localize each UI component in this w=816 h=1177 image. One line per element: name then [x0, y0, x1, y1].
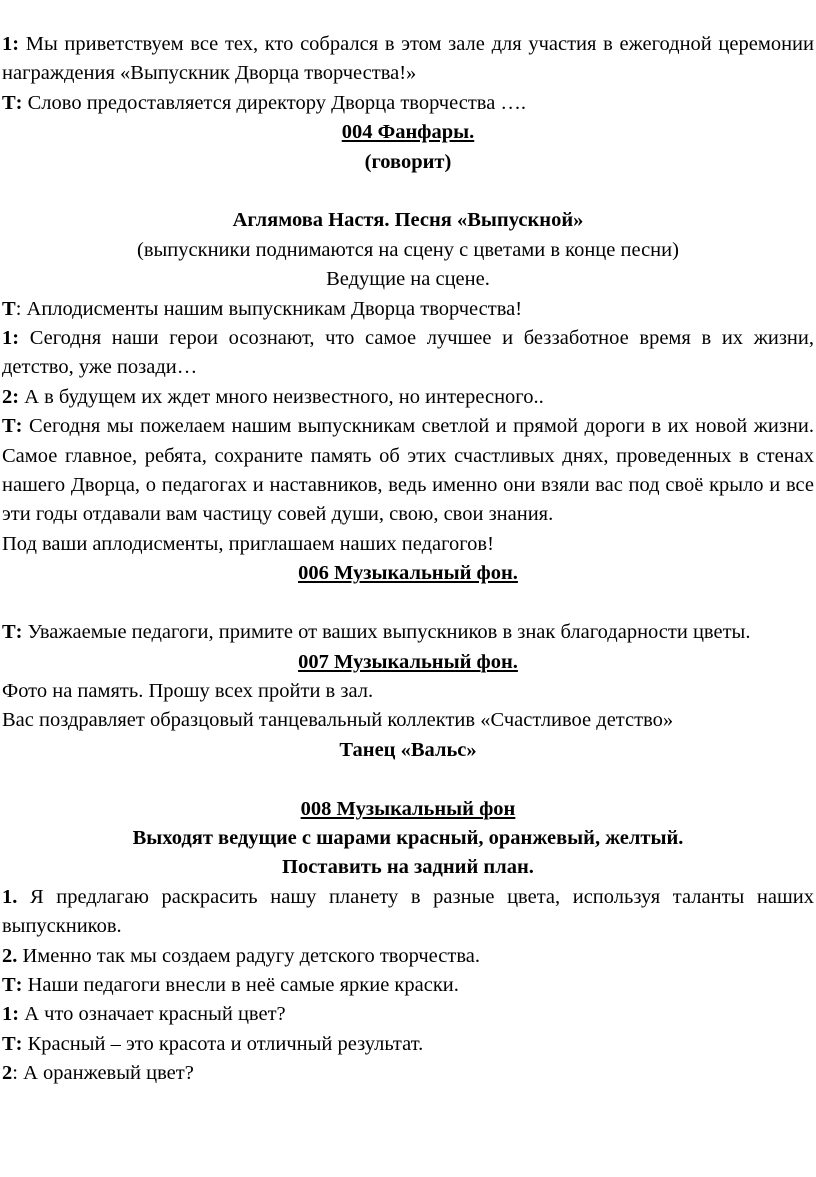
speaker-label: 1: — [2, 33, 20, 55]
speaker-label: 1. — [2, 885, 18, 908]
speaker-label: Т: — [2, 415, 23, 438]
stage-note-graduates: (выпускники поднимаются на сцену с цветами в конце песни) — [137, 238, 679, 261]
paragraph-10: Вас поздравляет образцовый танцевальный коллектив «Счастливое детство» — [2, 709, 674, 732]
speaker-label: Т: — [2, 1032, 23, 1055]
line-text: Мы приветствуем все тех, кто собрался в этом зале для участия в ежегодной церемонии награждения «Выпускник Дворца творчества!» — [2, 33, 814, 85]
blank-line — [2, 765, 814, 794]
paragraph-5 — [2, 383, 814, 412]
paragraph-12 — [2, 942, 814, 971]
speaker-label: Т — [2, 297, 16, 320]
line-text: Красный – это красота и отличный результат. — [22, 1032, 424, 1055]
paragraph-7: Под ваши аплодисменты, приглашаем наших педагогов! — [2, 532, 494, 555]
line-text: Сегодня наши герои осознают, что самое лучшее и беззаботное время в их жизни, детство, уже позади… — [2, 327, 814, 379]
speaker-label: 1: — [2, 1003, 20, 1026]
speaker-label: 2. — [2, 944, 18, 967]
speaker-label: 2: — [2, 385, 20, 408]
stage-note-hosts: Ведущие на сцене. — [326, 268, 490, 291]
stage-note-speaks: (говорит) — [364, 150, 452, 173]
paragraph-16 — [2, 1059, 814, 1088]
line-text: : А оранжевый цвет? — [12, 1062, 194, 1085]
paragraph-11 — [2, 883, 814, 942]
line-text: Я предлагаю раскрасить нашу планету в разные цвета, используя таланты наших выпускников. — [2, 885, 814, 938]
paragraph-9: Фото на память. Прошу всех пройти в зал. — [2, 679, 374, 702]
paragraph-15 — [2, 1030, 814, 1059]
stage-note-background: Поставить на задний план. — [282, 856, 534, 879]
blank-line — [2, 177, 814, 206]
paragraph-3 — [2, 295, 814, 324]
paragraph-8 — [2, 618, 814, 647]
line-text: Слово предоставляется директору Дворца творчества …. — [22, 91, 527, 114]
line-text: Именно так мы создаем радугу детского творчества. — [17, 944, 480, 967]
stage-note-balloons: Выходят ведущие с шарами красный, оранжевый, желтый. — [132, 826, 684, 849]
speaker-label: 1: — [2, 327, 20, 350]
line-text: Уважаемые педагоги, примите от ваших выпускников в знак благодарности цветы. — [22, 621, 751, 644]
speaker-label: Т: — [2, 91, 23, 114]
paragraph-6 — [2, 412, 814, 530]
cue-music-008: 008 Музыкальный фон — [300, 797, 516, 820]
line-text: А что означает красный цвет? — [19, 1003, 286, 1026]
paragraph-2 — [2, 89, 814, 118]
line-text: : Аплодисменты нашим выпускникам Дворца творчества! — [15, 297, 523, 320]
blank-line — [2, 589, 814, 618]
line-text: А в будущем их ждет много неизвестного, но интересного.. — [19, 385, 544, 408]
speaker-label: Т: — [2, 621, 23, 644]
song-title: Аглямова Настя. Песня «Выпускной» — [232, 209, 584, 232]
speaker-label: Т: — [2, 973, 23, 996]
paragraph-13 — [2, 971, 814, 1000]
cue-music-007: 007 Музыкальный фон. — [298, 650, 518, 673]
paragraph-4 — [2, 324, 814, 383]
line-text: Сегодня мы пожелаем нашим выпускникам светлой и прямой дороги в их новой жизни. Самое главное, ребята, сохраните память об этих счастливых днях, проведенных в стенах нашего Дворца, о педагогах и наставников, ведь именно они взяли вас под своё крыло и все эти годы отдавали вам частицу совей души, свою, свои знания. — [2, 415, 814, 526]
speaker-label: 2 — [2, 1062, 13, 1085]
paragraph-1 — [2, 30, 814, 89]
line-text: Наши педагоги внесли в неё самые яркие краски. — [22, 973, 459, 996]
cue-music-006: 006 Музыкальный фон. — [298, 562, 518, 585]
paragraph-14 — [2, 1000, 814, 1029]
dance-title: Танец «Вальс» — [339, 738, 477, 761]
cue-fanfare: 004 Фанфары. — [341, 121, 475, 144]
